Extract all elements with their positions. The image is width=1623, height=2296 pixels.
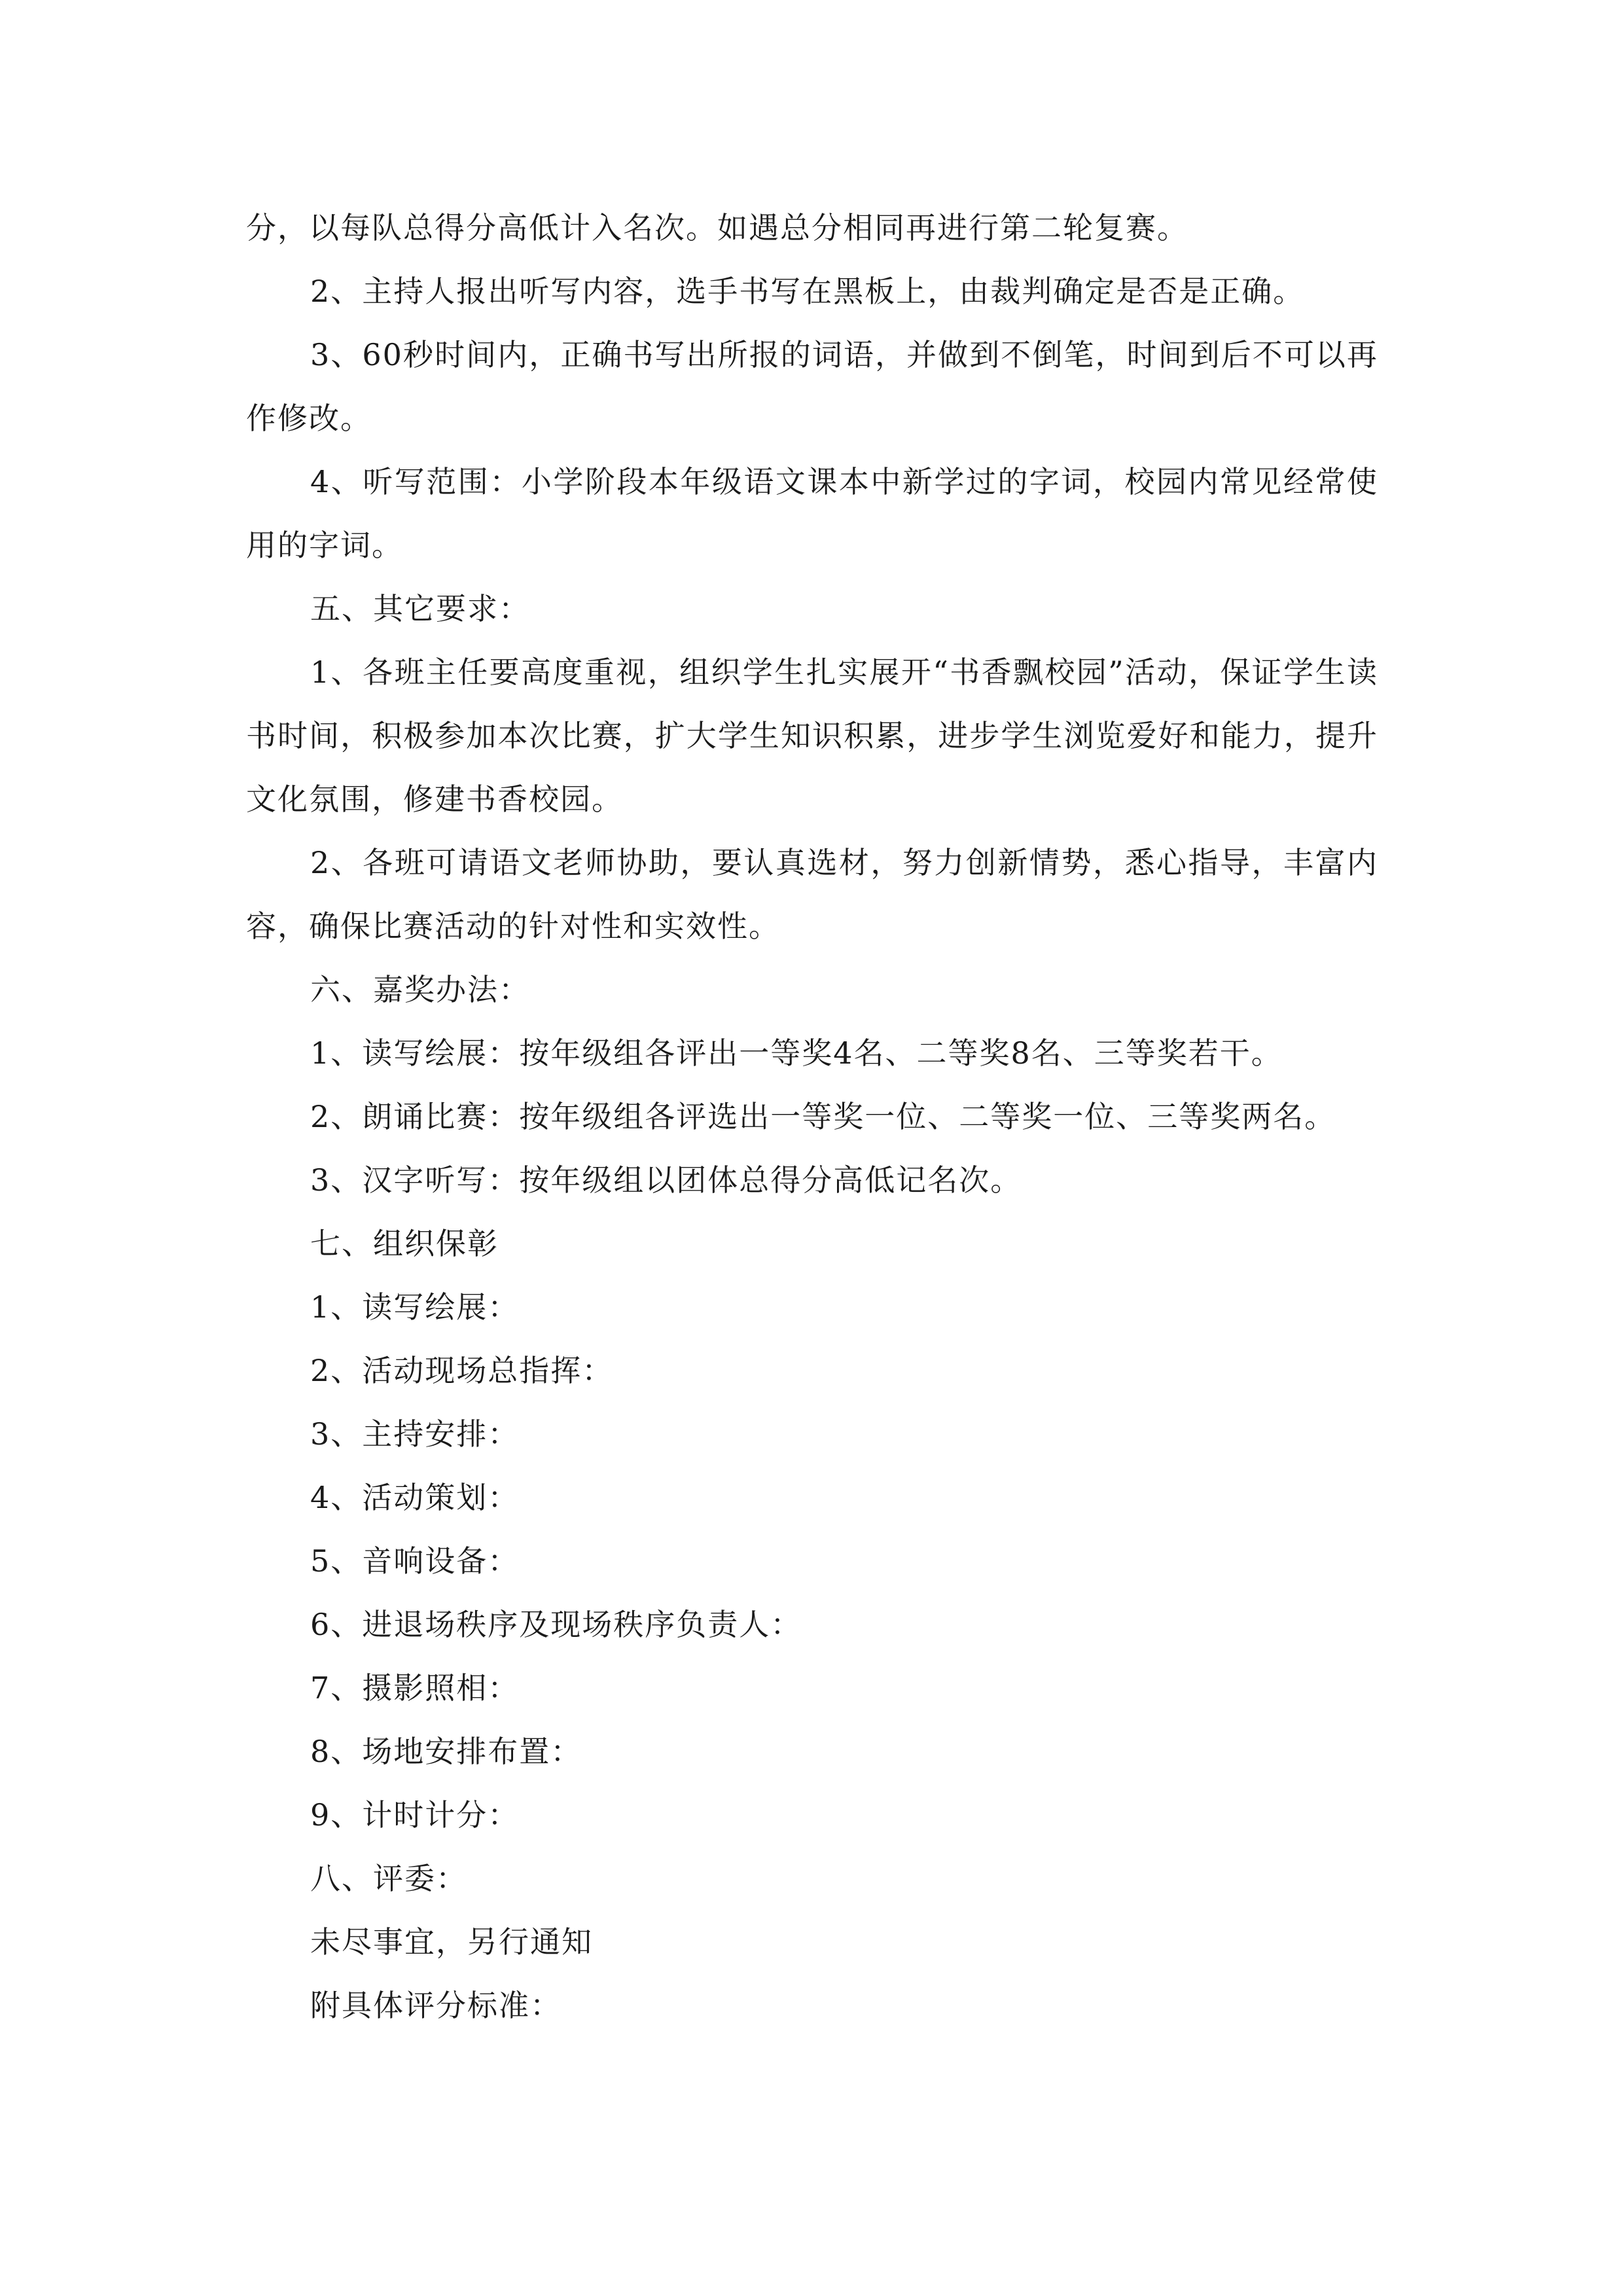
list-item-org-9: 9、计时计分：: [310, 1797, 520, 1833]
paragraph-award-3: 3、汉字听写：按年级组以团体总得分高低记名次。: [310, 1162, 1022, 1198]
list-item-org-1: 1、读写绘展：: [310, 1289, 520, 1325]
paragraph-scoring-continued: 分，以每队总得分高低计入名次。如遇总分相同再进行第二轮复赛。: [246, 210, 1188, 245]
list-item-org-7: 7、摄影照相：: [310, 1670, 520, 1706]
paragraph-requirement-1: 1、各班主任要高度重视，组织学生扎实展开“书香飘校园”活动，保证学生读书时间，积极参加本次比赛，扩大学生知识积累，进步学生浏览爱好和能力，提升文化氛围，修建书香校园。: [246, 655, 1378, 817]
list-item-org-4: 4、活动策划：: [310, 1480, 520, 1515]
paragraph-award-1: 1、读写绘展：按年级组各评出一等奖4名、二等奖8名、三等奖若干。: [310, 1035, 1283, 1071]
paragraph-dictation-rule-4: 4、听写范围：小学阶段本年级语文课本中新学过的字词，校园内常见经常使用的字词。: [246, 464, 1378, 563]
section-heading-awards: 六、嘉奖办法：: [310, 972, 530, 1007]
list-item-org-5: 5、音响设备：: [310, 1543, 520, 1579]
paragraph-dictation-rule-2: 2、主持人报出听写内容，选手书写在黑板上，由裁判确定是否是正确。: [310, 274, 1305, 309]
paragraph-award-2: 2、朗诵比赛：按年级组各评选出一等奖一位、二等奖一位、三等奖两名。: [310, 1099, 1336, 1134]
section-heading-other-requirements: 五、其它要求：: [310, 591, 530, 626]
section-heading-judges: 八、评委：: [310, 1861, 467, 1896]
paragraph-notice: 未尽事宜，另行通知: [310, 1924, 593, 1960]
list-item-org-8: 8、场地安排布置：: [310, 1734, 582, 1769]
list-item-org-2: 2、活动现场总指挥：: [310, 1353, 614, 1388]
paragraph-requirement-2: 2、各班可请语文老师协助，要认真选材，努力创新情势，悉心指导，丰富内容，确保比赛活动的针对性和实效性。: [246, 845, 1378, 944]
document-body: [246, 196, 1378, 2037]
section-heading-organization: 七、组织保彰: [310, 1226, 499, 1261]
paragraph-dictation-rule-3: 3、60秒时间内，正确书写出所报的词语，并做到不倒笔，时间到后不可以再作修改。: [246, 337, 1378, 436]
paragraph-scoring-standard: 附具体评分标准：: [310, 1988, 562, 2023]
list-item-org-6: 6、进退场秩序及现场秩序负责人：: [310, 1607, 802, 1642]
list-item-org-3: 3、主持安排：: [310, 1416, 520, 1452]
